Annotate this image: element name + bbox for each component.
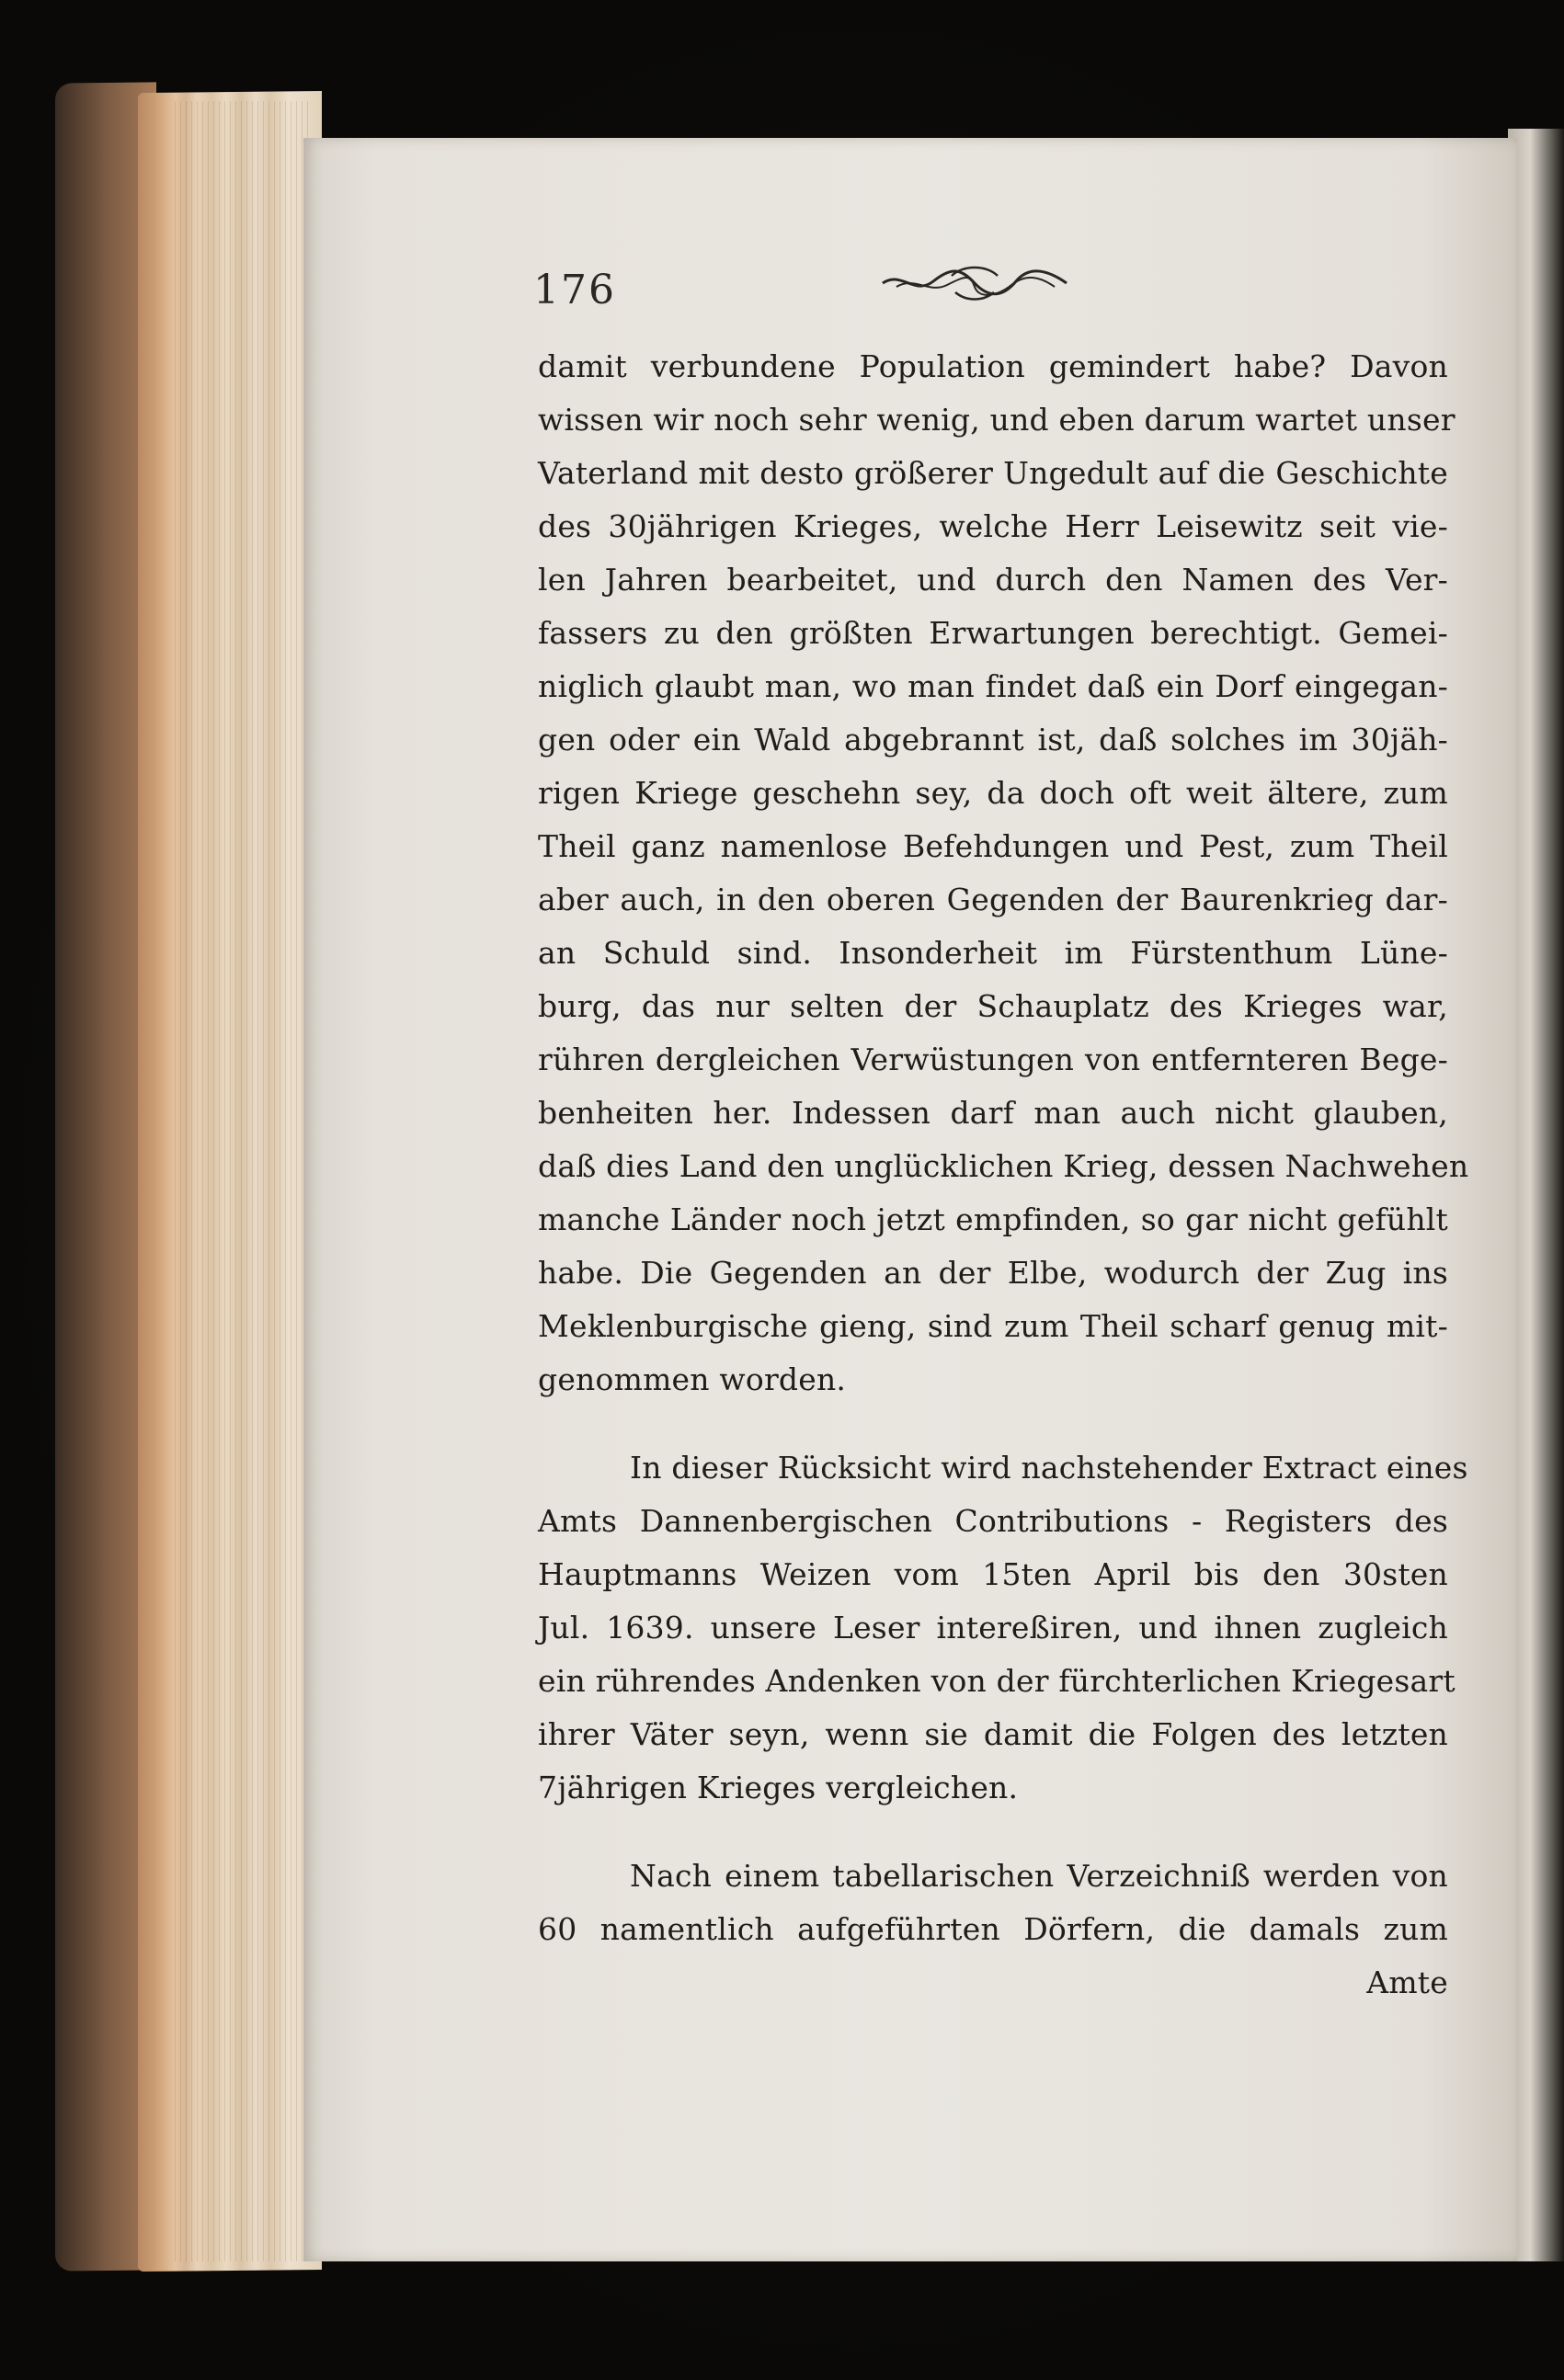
text-line: Vaterland mit desto größerer Ungedult auf die Geschichte [538,455,1448,491]
text-line: Amts Dannenbergischen Contributions - Registers des [538,1503,1448,1539]
text-line: benheiten her. Indessen darf man auch nicht glauben, [538,1095,1448,1131]
text-line: genommen worden. [538,1361,847,1397]
text-line: an Schuld sind. Insonderheit im Fürstenthum Lüne- [538,935,1448,971]
page-number: 176 [533,267,616,313]
paragraph-gap [538,1815,1448,1850]
text-line: Theil ganz namenlose Befehdungen und Pest, zum Theil [538,828,1448,864]
text-line: In dieser Rücksicht wird nachstehender Extract eines [630,1450,1468,1486]
text-line: rigen Kriege geschehn sey, da doch oft weit ältere, zum [538,775,1448,811]
text-line: niglich glaubt man, wo man findet daß ein Dorf eingegan- [538,668,1448,704]
paragraph-3 [538,1850,1448,2010]
text-line: fassers zu den größten Erwartungen berechtigt. Gemei- [538,615,1448,651]
text-line: daß dies Land den unglücklichen Krieg, dessen Nachwehen [538,1148,1469,1184]
text-line: Hauptmanns Weizen vom 15ten April bis den 30sten [538,1556,1448,1592]
text-line: wissen wir noch sehr wenig, und eben darum wartet unser [538,402,1456,438]
text-line: len Jahren bearbeitet, und durch den Namen des Ver- [538,562,1448,598]
text-line: 7jährigen Krieges vergleichen. [538,1770,1019,1805]
text-line: des 30jährigen Krieges, welche Herr Leisewitz seit vie- [538,508,1448,544]
text-line: rühren dergleichen Verwüstungen von entfernteren Bege- [538,1042,1448,1077]
text-line: Meklenburgische gieng, sind zum Theil scharf genug mit- [538,1308,1448,1344]
catchword: Amte [1366,1964,1448,2000]
text-line: 60 namentlich aufgeführten Dörfern, die damals zum [538,1911,1448,1947]
text-line: Nach einem tabellarischen Verzeichniß werden von [630,1858,1448,1894]
paragraph-gap [538,1406,1448,1441]
text-line: ein rührendes Andenken von der fürchterlichen Kriegesart [538,1663,1456,1699]
paragraph-2 [538,1441,1468,1815]
text-line: manche Länder noch jetzt empfinden, so gar nicht gefühlt [538,1201,1448,1237]
text-line: Jul. 1639. unsere Leser intereßiren, und ihnen zugleich [538,1610,1448,1646]
header-ornament-icon [878,263,1071,303]
text-line: ihrer Väter seyn, wenn sie damit die Folgen des letzten [538,1716,1448,1752]
page-edge-lines [175,101,313,2261]
body-text [538,340,1469,2010]
text-line: gen oder ein Wald abgebrannt ist, daß solches im 30jäh- [538,722,1448,757]
text-line: burg, das nur selten der Schauplatz des Krieges war, [538,988,1448,1024]
text-line: damit verbundene Population gemindert habe? Davon [538,348,1448,384]
text-line: aber auch, in den oberen Gegenden der Baurenkrieg dar- [538,882,1448,917]
paragraph-1 [538,340,1469,1406]
text-line: habe. Die Gegenden an der Elbe, wodurch der Zug ins [538,1255,1448,1291]
